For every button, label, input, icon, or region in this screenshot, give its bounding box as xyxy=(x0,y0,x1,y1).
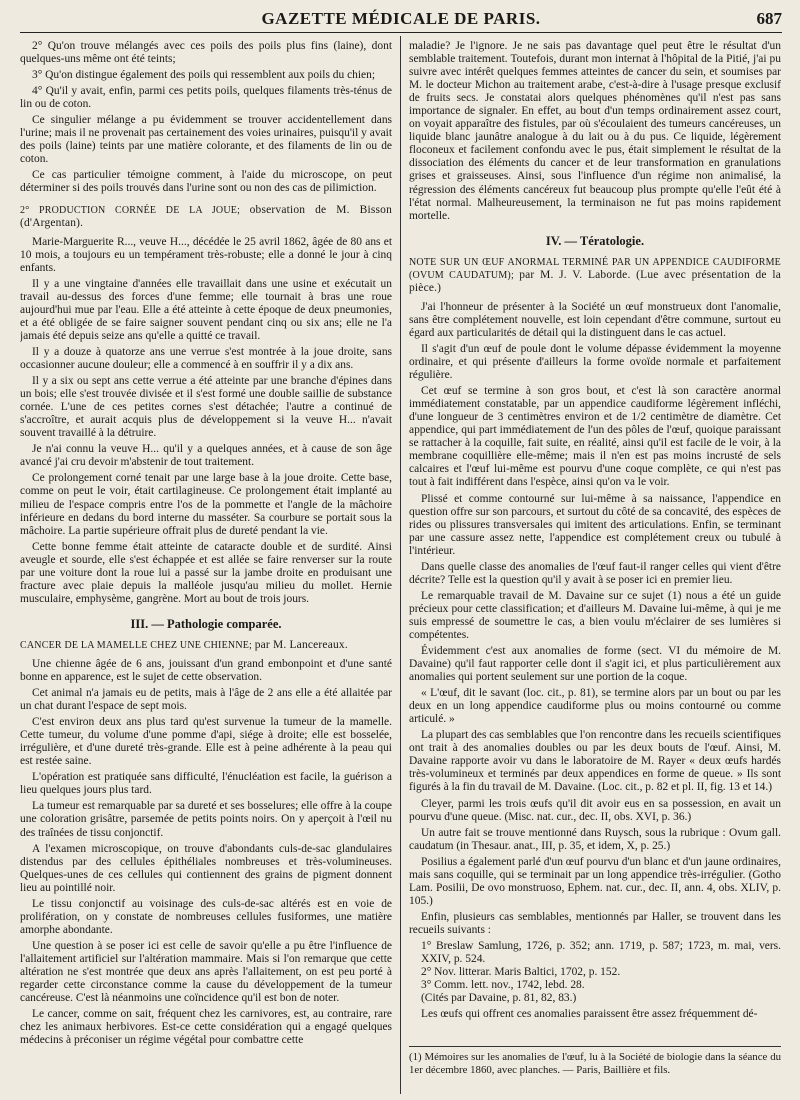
subsection-title: NOTE SUR UN ŒUF ANORMAL TERMINÉ PAR UN APPENDICE CAUDIFORME (OVUM CAUDATUM); xyxy=(409,256,781,281)
page-number: 687 xyxy=(756,9,782,28)
paragraph: Le tissu conjonctif au voisinage des culs-de-sac altérés est en voie de prolifération, on y constate de nombreuses cellules fusiformes, une matière amorphe abondante. xyxy=(20,897,392,936)
paragraph: Enfin, plusieurs cas semblables, mentionnés par Haller, se trouvent dans les recueils suivants : xyxy=(409,910,781,936)
subsection-author: par M. Lancereaux. xyxy=(254,638,348,651)
paragraph: Ce prolongement corné tenait par une large base à la joue droite. Cette base, comme on peut le voir, était cartilagineuse. Ce prolongement était implanté au milieu de l'espace compris entre l'os de la pommette et l'angle de la mâchoire inférieure en dedans du bord interne du masséter. Sa courbure se portait sous la mâchoire. La partie supérieure offrait plus de dureté pendant la vie. xyxy=(20,472,392,537)
paragraph: Il y a six ou sept ans cette verrue a été atteinte par une branche d'épines dans un bois; elle s'est trouvée divisée et il s'est formé une double saillie de substance cornée. L'une de ces petites cornes s'est détachée; l'autre a continué de s'accroître, et aurait acquis plus de développement si la veuve H... n'avait souvent travaillé à la détruire. xyxy=(20,375,392,440)
paragraph: Dans quelle classe des anomalies de l'œuf faut-il ranger celles qui vient d'être décrite? Telle est la question qu'il y avait à se poser ici en premier lieu. xyxy=(409,560,781,586)
paragraph: C'est environ deux ans plus tard qu'est survenue la tumeur de la mamelle. Cette tumeur, du volume d'une pomme d'api, siége à droite; elle est bosselée, irrégulière, et d'une dureté très-grande. Elle est à peine adhérente à la peau qui est restée saine. xyxy=(20,716,392,768)
column-divider xyxy=(400,36,401,1094)
paragraph: Marie-Marguerite R..., veuve H..., décédée le 25 avril 1862, âgée de 80 ans et 10 mois, a toujours eu un tempérament très-robuste; elle a donné le jour à cinq enfants. xyxy=(20,235,392,274)
paragraph: Cet animal n'a jamais eu de petits, mais à l'âge de 2 ans elle a été allaitée par un chat durant l'espace de sept mois. xyxy=(20,687,392,713)
reference-item: (Cités par Davaine, p. 81, 82, 83.) xyxy=(421,992,577,1005)
paragraph: Ce cas particulier témoigne comment, à l'aide du microscope, on peut déterminer si des poils trouvés dans l'urine sont ou non des cas de pilimiction. xyxy=(20,169,392,195)
paragraph: Cet œuf se termine à son gros bout, et c'est là son caractère anormal immédiatement constatable, par un appendice caudiforme légèrement infléchi, d'une longueur de 3 centimètres environ et de 1/2 centimètre de diamètre. Cet appendice, qui part immédiatement de l'un des pôles de l'œuf, quoique paraissant se rattacher à la coquille, fait suite, en réalité, ainsi qu'il est facile de le voir, à la membrane coquillière elle-même; mais il n'en est pas moins incrusté de sels calcaires et l'œuf lui-même est pourvu d'une coque complète, ce qui n'est pas tout à fait indifférent dans l'espèce, ainsi qu'on va le voir. xyxy=(409,385,781,489)
paragraph: Il y a une vingtaine d'années elle travaillait dans une usine et exécutait un travail au-dessus des forces d'une femme; elle tournait à bras une roue aujourd'hui mue par l'eau. Elle a été atteinte à cette époque de deux pneumonies, et a été obligée de se faire saigner souvent pendant cinq ou six ans; elle ne l'a jamais été depuis seize ans qu'elle a quitté ce travail. xyxy=(20,277,392,342)
subsection-heading xyxy=(20,204,392,230)
paragraph: Posilius a également parlé d'un œuf pourvu d'un blanc et d'un jaune ordinaires, mais sans coquille, qui se terminait par un long appendice très-irrégulier. (Gotho Lam. Posilii, De ovo monstruoso, Ephem. nat. cur., dec. II, ann. 4, obs. XLIV, p. 105.) xyxy=(409,855,781,907)
section-heading: III. — Pathologie comparée. xyxy=(130,616,282,631)
reference-item: 3° Comm. lett. nov., 1742, lebd. 28. xyxy=(421,979,585,992)
paragraph: Plissé et comme contourné sur lui-même à sa naissance, l'appendice en question offre sur son parcours, et surtout du côté de sa concavité, des espèces de rides ou plissures transversales qui imitent des articulations. Enfin, se terminant par une cassure assez nette, l'appendice est complétement creux ou tubulé à l'intérieur. xyxy=(409,492,781,557)
reference-list xyxy=(409,940,781,1005)
paragraph: Une chienne âgée de 6 ans, jouissant d'un grand embonpoint et d'une santé bonne en apparence, est le sujet de cette observation. xyxy=(20,657,392,684)
subsection-author: par M. J. V. Laborde. (Lue avec présentation de la pièce.) xyxy=(409,268,781,294)
paragraph: 2° Qu'on trouve mélangés avec ces poils des poils plus fins (laine), dont quelques-uns même ont été teints; xyxy=(20,40,392,66)
paragraph: Une question à se poser ici est celle de savoir qu'elle a pu être l'influence de l'allaitement artificiel sur l'altération mammaire. Mais si l'on remarque que cette altération ne s'est montrée que deux ans après l'allaitement, on est peu porté à regarder cette circonstance comme la cause du développement de la tumeur cancéreuse. C'est là néanmoins une coïncidence qu'il est bon de noter. xyxy=(20,939,392,1005)
paragraph: Évidemment c'est aux anomalies de forme (sect. VI du mémoire de M. Davaine) qu'il faut rapporter celle dont il s'agit ici, et plus particulièrement aux anomalies qui portent seulement sur une portion de la coque. xyxy=(409,645,781,684)
paragraph: J'ai l'honneur de présenter à la Société un œuf monstrueux dont l'anomalie, sans être complétement nouvelle, est loin cependant d'être commune, surtout eu égard aux particularités de détail qui la distinguent dans le cas actuel. xyxy=(409,300,781,339)
subsection-title: 2° PRODUCTION CORNÉE DE LA JOUE; xyxy=(20,204,241,216)
section-heading: IV. — Tératologie. xyxy=(545,233,645,248)
paragraph: Cette bonne femme était atteinte de cataracte double et de surdité. Ainsi aveugle et sourde, elle s'est échappée et est allée se faire renverser sur la route par une voiture dont la roue lui a passé sur la jambe droite en produisant une fracture avec plaie depuis la malléole jusqu'au milieu du mollet. Hernie musculaire, emphysème, gangrène. Mort au bout de trois jours. xyxy=(20,540,392,605)
paragraph: Le remarquable travail de M. Davaine sur ce sujet (1) nous a été un guide précieux pour cette classification; et d'ailleurs M. Davaine lui-même, à qui je me suis empressé de soumettre le cas, a bien voulu m'éclairer de ses lumières si compétentes. xyxy=(409,589,781,641)
paragraph: Je n'ai connu la veuve H... qu'il y a quelques années, et à cause de son âge avancé j'ai cru devoir m'abstenir de tout traitement. xyxy=(20,443,392,469)
subsection-heading xyxy=(20,639,392,652)
paragraph: 4° Qu'il y avait, enfin, parmi ces petits poils, quelques filaments très-ténus de lin ou de coton. xyxy=(20,85,392,111)
paragraph: La plupart des cas semblables que l'on rencontre dans les recueils scientifiques ont trait à des anomalies doubles ou par les deux bouts de l'œuf. Ainsi, M. Davaine rapporte avoir vu dans le laboratoire de M. Rayer « deux œufs hardés très-volumineux et terminés par deux appendices en forme de queue. » Ils sont figurés à la fin du travail de M. Davaine. (Loc. cit., p. 82 et pl. II, fig. 13 et 14.) xyxy=(409,729,781,794)
paragraph: « L'œuf, dit le savant (loc. cit., p. 81), se termine alors par un bout ou par les deux en un long appendice caudiforme plus ou moins contourné ou comme articulé. » xyxy=(409,687,781,726)
reference-item: 1° Breslaw Samlung, 1726, p. 352; ann. 1719, p. 587; 1723, m. mai, vers. XXIV, p. 524. xyxy=(421,940,781,966)
paragraph: Les œufs qui offrent ces anomalies paraissent être assez fréquemment dé- xyxy=(421,1008,758,1021)
right-column xyxy=(409,40,781,1094)
paragraph: 3° Qu'on distingue également des poils qui ressemblent aux poils du chien; xyxy=(32,69,376,82)
paragraph: Il y a douze à quatorze ans une verrue s'est montrée à la joue droite, sans occasionner aucune douleur; elle a commencé à en souffrir il y a dix ans. xyxy=(20,345,392,372)
paragraph: Il s'agit d'un œuf de poule dont le volume dépasse évidemment la moyenne ordinaire, et qui présente d'ailleurs la forme ovoïde normale et parfaitement régulière. xyxy=(409,342,781,382)
paragraph: A l'examen microscopique, on trouve d'abondants culs-de-sac glandulaires distendus par des cellules épithéliales nombreuses et très-volumineuses. Quelques-unes de ces cellules qui contiennent des grains de pigment donnent lieu au pointillé noir. xyxy=(20,842,392,894)
paragraph: Ce singulier mélange a pu évidemment se trouver accidentellement dans l'urine; mais il ne provenait pas certainement des voies urinaires, puisqu'il y avait des poils (laine) teints par une matière colorante, et des filaments de lin ou de coton. xyxy=(20,114,392,166)
footnote: (1) Mémoires sur les anomalies de l'œuf, lu à la Société de biologie dans la séance du 1er décembre 1860, avec planches. — Paris, Baillière et fils. xyxy=(409,1046,781,1076)
left-column xyxy=(20,40,392,1094)
paragraph: maladie? Je l'ignore. Je ne sais pas davantage quel peut être le résultat d'un semblable traitement. Toutefois, durant mon internat à l'hôpital de la Pitié, j'ai pu suivre avec intérêt quelques femmes atteintes de cancer du sein, et soumises par M. le docteur Michon au traitement arabe, c'est-à-dire à l'usage presque exclusif de fruits secs. Je constatai alors quelques phénomènes qu'il n'est pas sans importance de signaler. En effet, au bout d'un temps ordinairement assez court, on voyait apparaître des fistules, par où s'écoulaient des tumeurs cancéreuses, un liquide blanc jaunâtre analogue à du lait ou à du pus. Ce liquide, légèrement floconeux et facilement confondu avec le pus, était simplement le résultat de la dissociation des éléments du cancer et de leur transformation en granulations grises et graisseuses. Ainsi, sous l'influence d'un régime non animalisé, la régression des éléments cancéreux fut beaucoup plus prompte qu'elle l'eût été à l'état normal. Malheureusement, la terminaison ne fut pas moins rapidement mortelle. xyxy=(409,40,781,222)
reference-item: 2° Nov. litterar. Maris Baltici, 1702, p. 152. xyxy=(421,966,621,979)
subsection-author: observation de M. Bisson (d'Argentan). xyxy=(20,203,392,229)
paragraph: Le cancer, comme on sait, fréquent chez les carnivores, est, au contraire, rare chez les animaux herbivores. Est-ce cette considération qui a engagé quelques médecins à préconiser un régime végétal pour combattre cette xyxy=(20,1008,392,1047)
page-header xyxy=(20,6,782,33)
subsection-title: CANCER DE LA MAMELLE CHEZ UNE CHIENNE; xyxy=(20,639,253,651)
journal-title: GAZETTE MÉDICALE DE PARIS. xyxy=(261,9,541,28)
paragraph: Cleyer, parmi les trois œufs qu'il dit avoir eus en sa possession, en avait un pourvu d'une queue. (Misc. nat. cur., dec. II, obs. XVI, p. 36.) xyxy=(409,797,781,823)
paragraph: Un autre fait se trouve mentionné dans Ruysch, sous la rubrique : Ovum gall. caudatum (in Thesaur. anat., III, p. 35, et idem, X, p. 25.) xyxy=(409,826,781,852)
subsection-heading xyxy=(409,256,781,295)
paragraph: La tumeur est remarquable par sa dureté et ses bosselures; elle offre à la coupe une coloration grisâtre, parsemée de petits points noirs. On y aperçoit à l'œil nu des traînées de tissu conjonctif. xyxy=(20,800,392,839)
paragraph: L'opération est pratiquée sans difficulté, l'énucléation est facile, la guérison a lieu quelques jours plus tard. xyxy=(20,771,392,797)
